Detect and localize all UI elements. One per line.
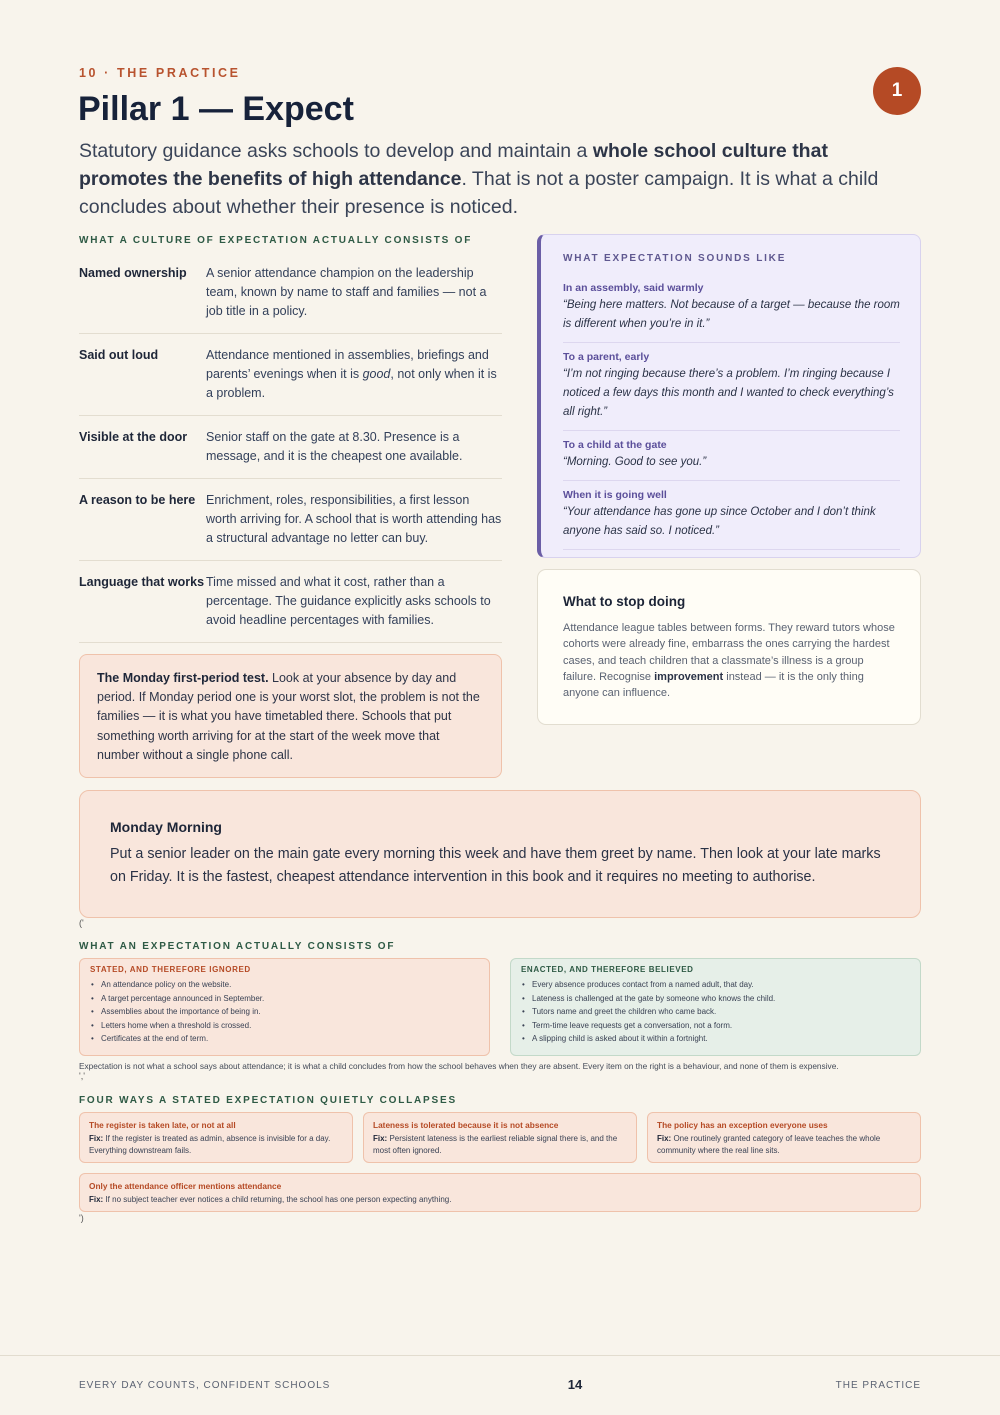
quote-text: “Morning. Good to see you.” xyxy=(563,456,707,468)
list-item: • An attendance policy on the website. xyxy=(90,978,479,992)
collapse-card-title: Lateness is tolerated because it is not absence xyxy=(373,1120,559,1130)
stop-text-bold: improvement xyxy=(654,670,724,683)
culture-desc-a: Attendance mentioned in assemblies, briefings and parents’ evenings when it is xyxy=(206,348,489,381)
quote-text: “I’m not ringing because there’s a problem. I’m ringing because I noticed a few days this month and I wanted to check everything’s all right.” xyxy=(563,368,894,418)
lead-text-1: Statutory guidance asks schools to develop and maintain a xyxy=(79,140,593,162)
culture-row xyxy=(79,479,502,561)
stop-text-b: instead — it is the only thing anyone can influence. xyxy=(563,670,864,700)
culture-row xyxy=(79,561,502,643)
culture-term: Named ownership xyxy=(79,266,187,280)
list-item: • Assemblies about the importance of being in. xyxy=(90,1005,479,1019)
culture-term: Said out loud xyxy=(79,348,159,362)
fix-label: Fix: xyxy=(89,1134,104,1143)
page-title: Pillar 1 — Expect xyxy=(78,90,354,128)
collapse-card xyxy=(79,1112,353,1163)
culture-desc: Senior staff on the gate at 8.30. Presence is a message, and it is the cheapest one available. xyxy=(206,430,463,463)
enacted-column xyxy=(510,958,921,1056)
lead-text-2: . That is not a poster campaign. It is what a child concludes about whether their presence is noticed. xyxy=(79,168,879,218)
sounds-like-kicker: WHAT EXPECTATION SOUNDS LIKE xyxy=(563,253,787,264)
culture-row xyxy=(79,416,502,479)
quote-text: “Your attendance has gone up since October and I don’t think anyone has said so. I noticed.” xyxy=(563,506,876,537)
page-number: 14 xyxy=(567,1377,583,1392)
list-item: • Term-time leave requests get a conversation, not a form. xyxy=(521,1019,910,1033)
collapse-card-fix xyxy=(89,1194,911,1206)
collapse-card-fix xyxy=(89,1133,343,1156)
fix-label: Fix: xyxy=(89,1195,104,1204)
quote-item xyxy=(563,431,900,481)
stated-column xyxy=(79,958,490,1056)
stray-mark-open: (' xyxy=(79,918,84,928)
expectation-kicker: WHAT AN EXPECTATION ACTUALLY CONSISTS OF xyxy=(79,941,396,952)
fix-text: One routinely granted category of leave teaches the whole community where the real line sits. xyxy=(657,1134,881,1155)
section-kicker: 10 · THE PRACTICE xyxy=(79,66,241,80)
monday-test-title: The Monday first-period test. xyxy=(97,671,269,685)
list-item: • Every absence produces contact from a named adult, that day. xyxy=(521,978,910,992)
fix-text: If the register is treated as admin, absence is invisible for a day. Everything downstream fails. xyxy=(89,1134,331,1155)
stray-mark-mid: ',' xyxy=(79,1071,85,1081)
fix-label: Fix: xyxy=(657,1134,672,1143)
quote-context: In an assembly, said warmly xyxy=(563,282,704,294)
monday-test-callout xyxy=(79,654,502,778)
list-item: • A target percentage announced in September. xyxy=(90,992,479,1006)
culture-term: A reason to be here xyxy=(79,493,196,507)
culture-term: Language that works xyxy=(79,575,205,589)
enacted-title: ENACTED, AND THEREFORE BELIEVED xyxy=(521,965,694,974)
lead-paragraph xyxy=(79,137,879,221)
monday-test-text: Look at your absence by day and period. If Monday period one is your worst slot, the problem is not the families — it is what you have timetabled there. Schools that put something worth arriving for at the start of the week move that number without a single phone call. xyxy=(97,671,480,762)
stated-title: STATED, AND THEREFORE IGNORED xyxy=(90,965,251,974)
footer-book-title: EVERY DAY COUNTS, CONFIDENT SCHOOLS xyxy=(79,1380,331,1391)
stated-list xyxy=(90,978,479,1046)
culture-desc: Time missed and what it cost, rather than a percentage. The guidance explicitly asks schools to avoid headline percentages with families. xyxy=(206,575,491,627)
collapse-card-fix xyxy=(657,1133,911,1156)
expectation-note: Expectation is not what a school says about attendance; it is what a child concludes from how the school behaves when they are absent. Every item on the right is a behaviour, and none of them is expensive. xyxy=(79,1061,839,1071)
fix-text: If no subject teacher ever notices a child returning, the school has one person expecting anything. xyxy=(103,1195,452,1204)
collapse-card xyxy=(647,1112,921,1163)
quote-context: To a parent, early xyxy=(563,351,650,363)
quote-item xyxy=(563,343,900,431)
collapse-card-title: The policy has an exception everyone uses xyxy=(657,1120,828,1130)
culture-desc xyxy=(206,346,502,403)
collapse-card-title: Only the attendance officer mentions attendance xyxy=(89,1181,282,1191)
collapse-card-fix xyxy=(373,1133,627,1156)
fix-label: Fix: xyxy=(373,1134,388,1143)
lead-bold: whole school culture that promotes the benefits of high attendance xyxy=(79,140,828,190)
stop-doing-panel xyxy=(537,569,921,725)
list-item: • Letters home when a threshold is crossed. xyxy=(90,1019,479,1033)
fix-text: Persistent lateness is the earliest reliable signal there is, and the most often ignored. xyxy=(373,1134,618,1155)
collapse-card xyxy=(79,1173,921,1212)
list-item: • Lateness is challenged at the gate by someone who knows the child. xyxy=(521,992,910,1006)
culture-desc-emphasis: good xyxy=(362,367,391,381)
culture-term: Visible at the door xyxy=(79,430,188,444)
quote-item xyxy=(563,274,900,343)
culture-row xyxy=(79,334,502,416)
enacted-list xyxy=(521,978,910,1046)
collapse-card-title: The register is taken late, or not at all xyxy=(89,1120,236,1130)
list-item: • Certificates at the end of term. xyxy=(90,1032,479,1046)
collapse-card xyxy=(363,1112,637,1163)
culture-row xyxy=(79,255,502,334)
culture-desc-b: , not only when it is a problem. xyxy=(206,367,497,400)
quote-text: “Being here matters. Not because of a target — because the room is different when you’re in it.” xyxy=(563,299,900,330)
quote-item xyxy=(563,481,900,550)
footer-section-name: THE PRACTICE xyxy=(835,1380,921,1391)
footer-divider xyxy=(0,1355,1000,1356)
list-item: • Tutors name and greet the children who came back. xyxy=(521,1005,910,1019)
quote-context: To a child at the gate xyxy=(563,439,667,451)
stray-mark-close: ') xyxy=(79,1213,84,1223)
pillar-number-badge: 1 xyxy=(873,67,921,115)
monday-morning-title: Monday Morning xyxy=(110,819,222,835)
stop-doing-title: What to stop doing xyxy=(563,594,686,609)
culture-desc: Enrichment, roles, responsibilities, a first lesson worth arriving for. A school that is worth attending has a structural advantage no letter can buy. xyxy=(206,493,502,545)
collapse-kicker: FOUR WAYS A STATED EXPECTATION QUIETLY COLLAPSES xyxy=(79,1095,457,1106)
culture-kicker: WHAT A CULTURE OF EXPECTATION ACTUALLY CONSISTS OF xyxy=(79,235,473,246)
stop-doing-text xyxy=(563,620,895,701)
monday-morning-callout xyxy=(79,790,921,918)
culture-table xyxy=(79,255,502,643)
culture-desc: A senior attendance champion on the leadership team, known by name to staff and families — not a job title in a policy. xyxy=(206,266,487,318)
stop-text-a: Attendance league tables between forms. They reward tutors whose cohorts were already fine, embarrass the ones carrying the hardest cases, and teach children that a classmate’s illness is a group failure. Recognise xyxy=(563,622,895,683)
monday-morning-text: Put a senior leader on the main gate every morning this week and have them greet by name. Then look at your late marks on Friday. It is the fastest, cheapest attendance intervention in this book and it requires no meeting to authorise. xyxy=(110,846,881,885)
sounds-like-panel xyxy=(537,234,921,558)
list-item: • A slipping child is asked about it within a fortnight. xyxy=(521,1032,910,1046)
quote-context: When it is going well xyxy=(563,489,667,501)
